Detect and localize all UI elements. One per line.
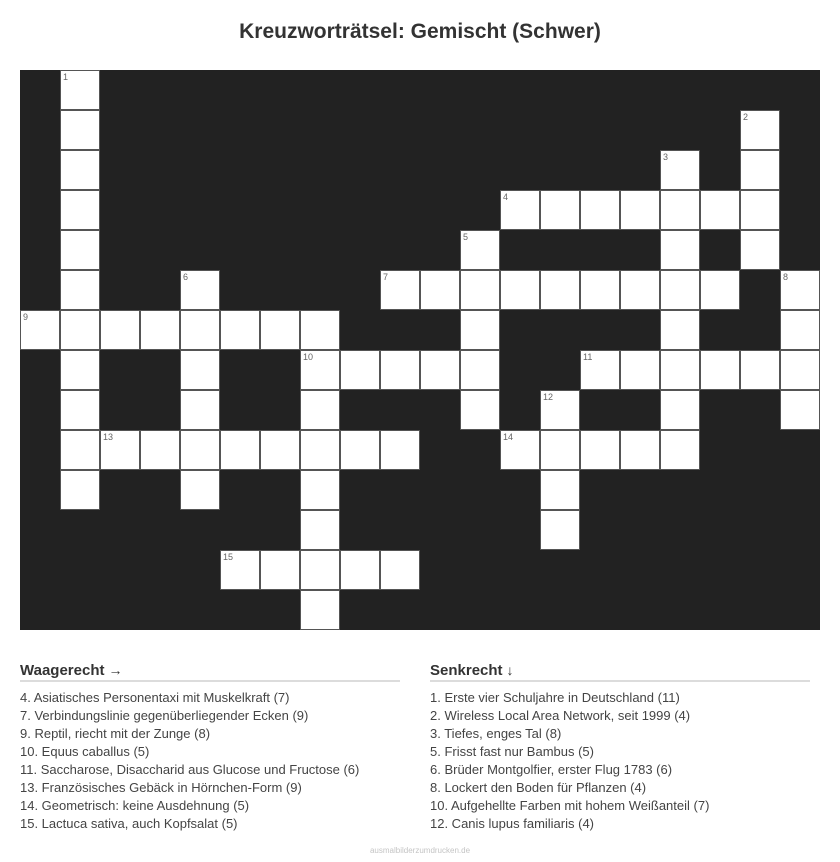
crossword-cell[interactable] xyxy=(460,310,500,350)
down-clue: 10. Aufgehellte Farben mit hohem Weißanteil (7) xyxy=(430,798,710,813)
cell-number: 9 xyxy=(23,312,29,322)
across-clues-section xyxy=(20,662,400,833)
crossword-cell[interactable] xyxy=(180,270,220,310)
crossword-cell[interactable] xyxy=(180,350,220,390)
crossword-cell[interactable] xyxy=(60,310,100,350)
across-clue: 4. Asiatisches Personentaxi mit Muskelkraft (7) xyxy=(20,690,290,705)
crossword-cell[interactable] xyxy=(660,230,700,270)
down-heading xyxy=(430,662,810,682)
crossword-cell[interactable] xyxy=(300,430,340,470)
cell-number: 11 xyxy=(583,352,593,362)
down-clue-list xyxy=(430,689,810,833)
across-clue: 15. Lactuca sativa, auch Kopfsalat (5) xyxy=(20,816,238,831)
across-heading-label: Waagerecht xyxy=(20,662,105,679)
crossword-cell[interactable] xyxy=(460,390,500,430)
cell-number: 15 xyxy=(223,552,234,562)
down-clue: 12. Canis lupus familiaris (4) xyxy=(430,816,595,831)
right-arrow-icon: → xyxy=(108,662,123,678)
crossword-cell[interactable] xyxy=(340,350,380,390)
crossword-cell[interactable] xyxy=(20,310,60,350)
footer-watermark: ausmalbilderzumdrucken.de xyxy=(369,846,471,855)
crossword-cell[interactable] xyxy=(300,310,340,350)
crossword-cell[interactable] xyxy=(700,190,740,230)
crossword-cell[interactable] xyxy=(620,430,660,470)
crossword-cell[interactable] xyxy=(620,190,660,230)
crossword-cell[interactable] xyxy=(500,270,540,310)
crossword-cell[interactable] xyxy=(60,190,100,230)
crossword-cell[interactable] xyxy=(540,510,580,550)
crossword-cell[interactable] xyxy=(740,230,780,270)
down-heading-label: Senkrecht xyxy=(430,662,503,679)
crossword-cell[interactable] xyxy=(500,430,540,470)
crossword-cell[interactable] xyxy=(700,270,740,310)
crossword-cell[interactable] xyxy=(540,270,580,310)
down-clue: 3. Tiefes, enges Tal (8) xyxy=(430,726,562,741)
across-heading xyxy=(20,662,400,682)
crossword-cell[interactable] xyxy=(380,270,420,310)
crossword-cell[interactable] xyxy=(540,430,580,470)
crossword-cell[interactable] xyxy=(780,350,820,390)
crossword-cell[interactable] xyxy=(620,270,660,310)
down-clue: 5. Frisst fast nur Bambus (5) xyxy=(430,744,594,759)
crossword-cell[interactable] xyxy=(220,550,260,590)
cell-number: 14 xyxy=(503,432,514,442)
down-clue: 8. Lockert den Boden für Pflanzen (4) xyxy=(430,780,647,795)
cell-number: 8 xyxy=(783,272,789,282)
crossword-cell[interactable] xyxy=(460,270,500,310)
crossword-cell[interactable] xyxy=(740,190,780,230)
crossword-cell[interactable] xyxy=(660,310,700,350)
crossword-cell[interactable] xyxy=(580,190,620,230)
down-clues-section xyxy=(430,662,810,833)
crossword-cell[interactable] xyxy=(300,590,340,630)
crossword-cell[interactable] xyxy=(60,230,100,270)
crossword-cell[interactable] xyxy=(780,270,820,310)
crossword-cell[interactable] xyxy=(420,350,460,390)
crossword-grid xyxy=(20,70,820,630)
crossword-cell[interactable] xyxy=(60,70,100,110)
down-clue: 1. Erste vier Schuljahre in Deutschland (11) xyxy=(430,690,680,705)
crossword-cell[interactable] xyxy=(580,350,620,390)
crossword-cell[interactable] xyxy=(340,550,380,590)
crossword-cell[interactable] xyxy=(380,350,420,390)
crossword-cell[interactable] xyxy=(380,430,420,470)
crossword-cell[interactable] xyxy=(660,390,700,430)
across-clue: 10. Equus caballus (5) xyxy=(20,744,150,759)
crossword-cell[interactable] xyxy=(700,350,740,390)
crossword-cell[interactable] xyxy=(660,150,700,190)
crossword-cell[interactable] xyxy=(180,310,220,350)
cell-number: 7 xyxy=(383,272,389,282)
crossword-cell[interactable] xyxy=(260,550,300,590)
page-title: Kreuzworträtsel: Gemischt (Schwer) xyxy=(239,20,601,43)
across-clue: 13. Französisches Gebäck in Hörnchen-Form (9) xyxy=(20,780,302,795)
cell-number: 1 xyxy=(63,72,69,82)
crossword-cell[interactable] xyxy=(780,390,820,430)
across-clue: 14. Geometrisch: keine Ausdehnung (5) xyxy=(20,798,250,813)
across-clue: 7. Verbindungslinie gegenüberliegender Ecken (9) xyxy=(20,708,309,723)
crossword-cell[interactable] xyxy=(460,350,500,390)
crossword-cell[interactable] xyxy=(60,350,100,390)
crossword-cell[interactable] xyxy=(300,470,340,510)
crossword-cell[interactable] xyxy=(380,550,420,590)
crossword-cell[interactable] xyxy=(180,470,220,510)
crossword-cell[interactable] xyxy=(300,350,340,390)
down-clue: 6. Brüder Montgolfier, erster Flug 1783 (6) xyxy=(430,762,673,777)
crossword-cell[interactable] xyxy=(580,430,620,470)
crossword-cell[interactable] xyxy=(100,310,140,350)
crossword-cell[interactable] xyxy=(220,430,260,470)
crossword-cell[interactable] xyxy=(60,390,100,430)
crossword-cell[interactable] xyxy=(100,430,140,470)
down-arrow-icon: ↓ xyxy=(506,662,514,678)
crossword-cell[interactable] xyxy=(180,430,220,470)
crossword-cell[interactable] xyxy=(60,430,100,470)
cell-number: 5 xyxy=(463,232,469,242)
crossword-cell[interactable] xyxy=(460,230,500,270)
crossword-cell[interactable] xyxy=(260,430,300,470)
crossword-cell[interactable] xyxy=(660,270,700,310)
crossword-cell[interactable] xyxy=(580,270,620,310)
crossword-cell[interactable] xyxy=(540,390,580,430)
crossword-cell[interactable] xyxy=(220,310,260,350)
crossword-cell[interactable] xyxy=(660,350,700,390)
crossword-cell[interactable] xyxy=(180,390,220,430)
cell-number: 2 xyxy=(743,112,749,122)
cell-number: 3 xyxy=(663,152,669,162)
crossword-cell[interactable] xyxy=(60,110,100,150)
crossword-cell[interactable] xyxy=(420,270,460,310)
cell-number: 4 xyxy=(503,192,509,202)
crossword-cell[interactable] xyxy=(740,110,780,150)
crossword-cell[interactable] xyxy=(60,150,100,190)
crossword-cell[interactable] xyxy=(260,310,300,350)
crossword-cell[interactable] xyxy=(60,270,100,310)
crossword-cell[interactable] xyxy=(340,430,380,470)
across-clue: 11. Saccharose, Disaccharid aus Glucose und Fructose (6) xyxy=(20,762,360,777)
crossword-cell[interactable] xyxy=(60,470,100,510)
crossword-cell[interactable] xyxy=(540,190,580,230)
crossword-cell[interactable] xyxy=(660,430,700,470)
cell-number: 13 xyxy=(103,432,114,442)
crossword-cell[interactable] xyxy=(780,310,820,350)
cell-number: 12 xyxy=(543,392,554,402)
crossword-cell[interactable] xyxy=(740,350,780,390)
down-clue: 2. Wireless Local Area Network, seit 1999 (4) xyxy=(430,708,691,723)
cell-number: 6 xyxy=(183,272,189,282)
crossword-cell[interactable] xyxy=(540,470,580,510)
crossword-cell[interactable] xyxy=(300,550,340,590)
crossword-cell[interactable] xyxy=(140,310,180,350)
crossword-cell[interactable] xyxy=(300,510,340,550)
across-clue-list xyxy=(20,689,400,833)
cell-number: 10 xyxy=(303,352,314,362)
crossword-cell[interactable] xyxy=(140,430,180,470)
crossword-cell[interactable] xyxy=(500,190,540,230)
crossword-cell[interactable] xyxy=(300,390,340,430)
across-clue: 9. Reptil, riecht mit der Zunge (8) xyxy=(20,726,211,741)
crossword-cell[interactable] xyxy=(660,190,700,230)
crossword-cell[interactable] xyxy=(620,350,660,390)
crossword-cell[interactable] xyxy=(740,150,780,190)
